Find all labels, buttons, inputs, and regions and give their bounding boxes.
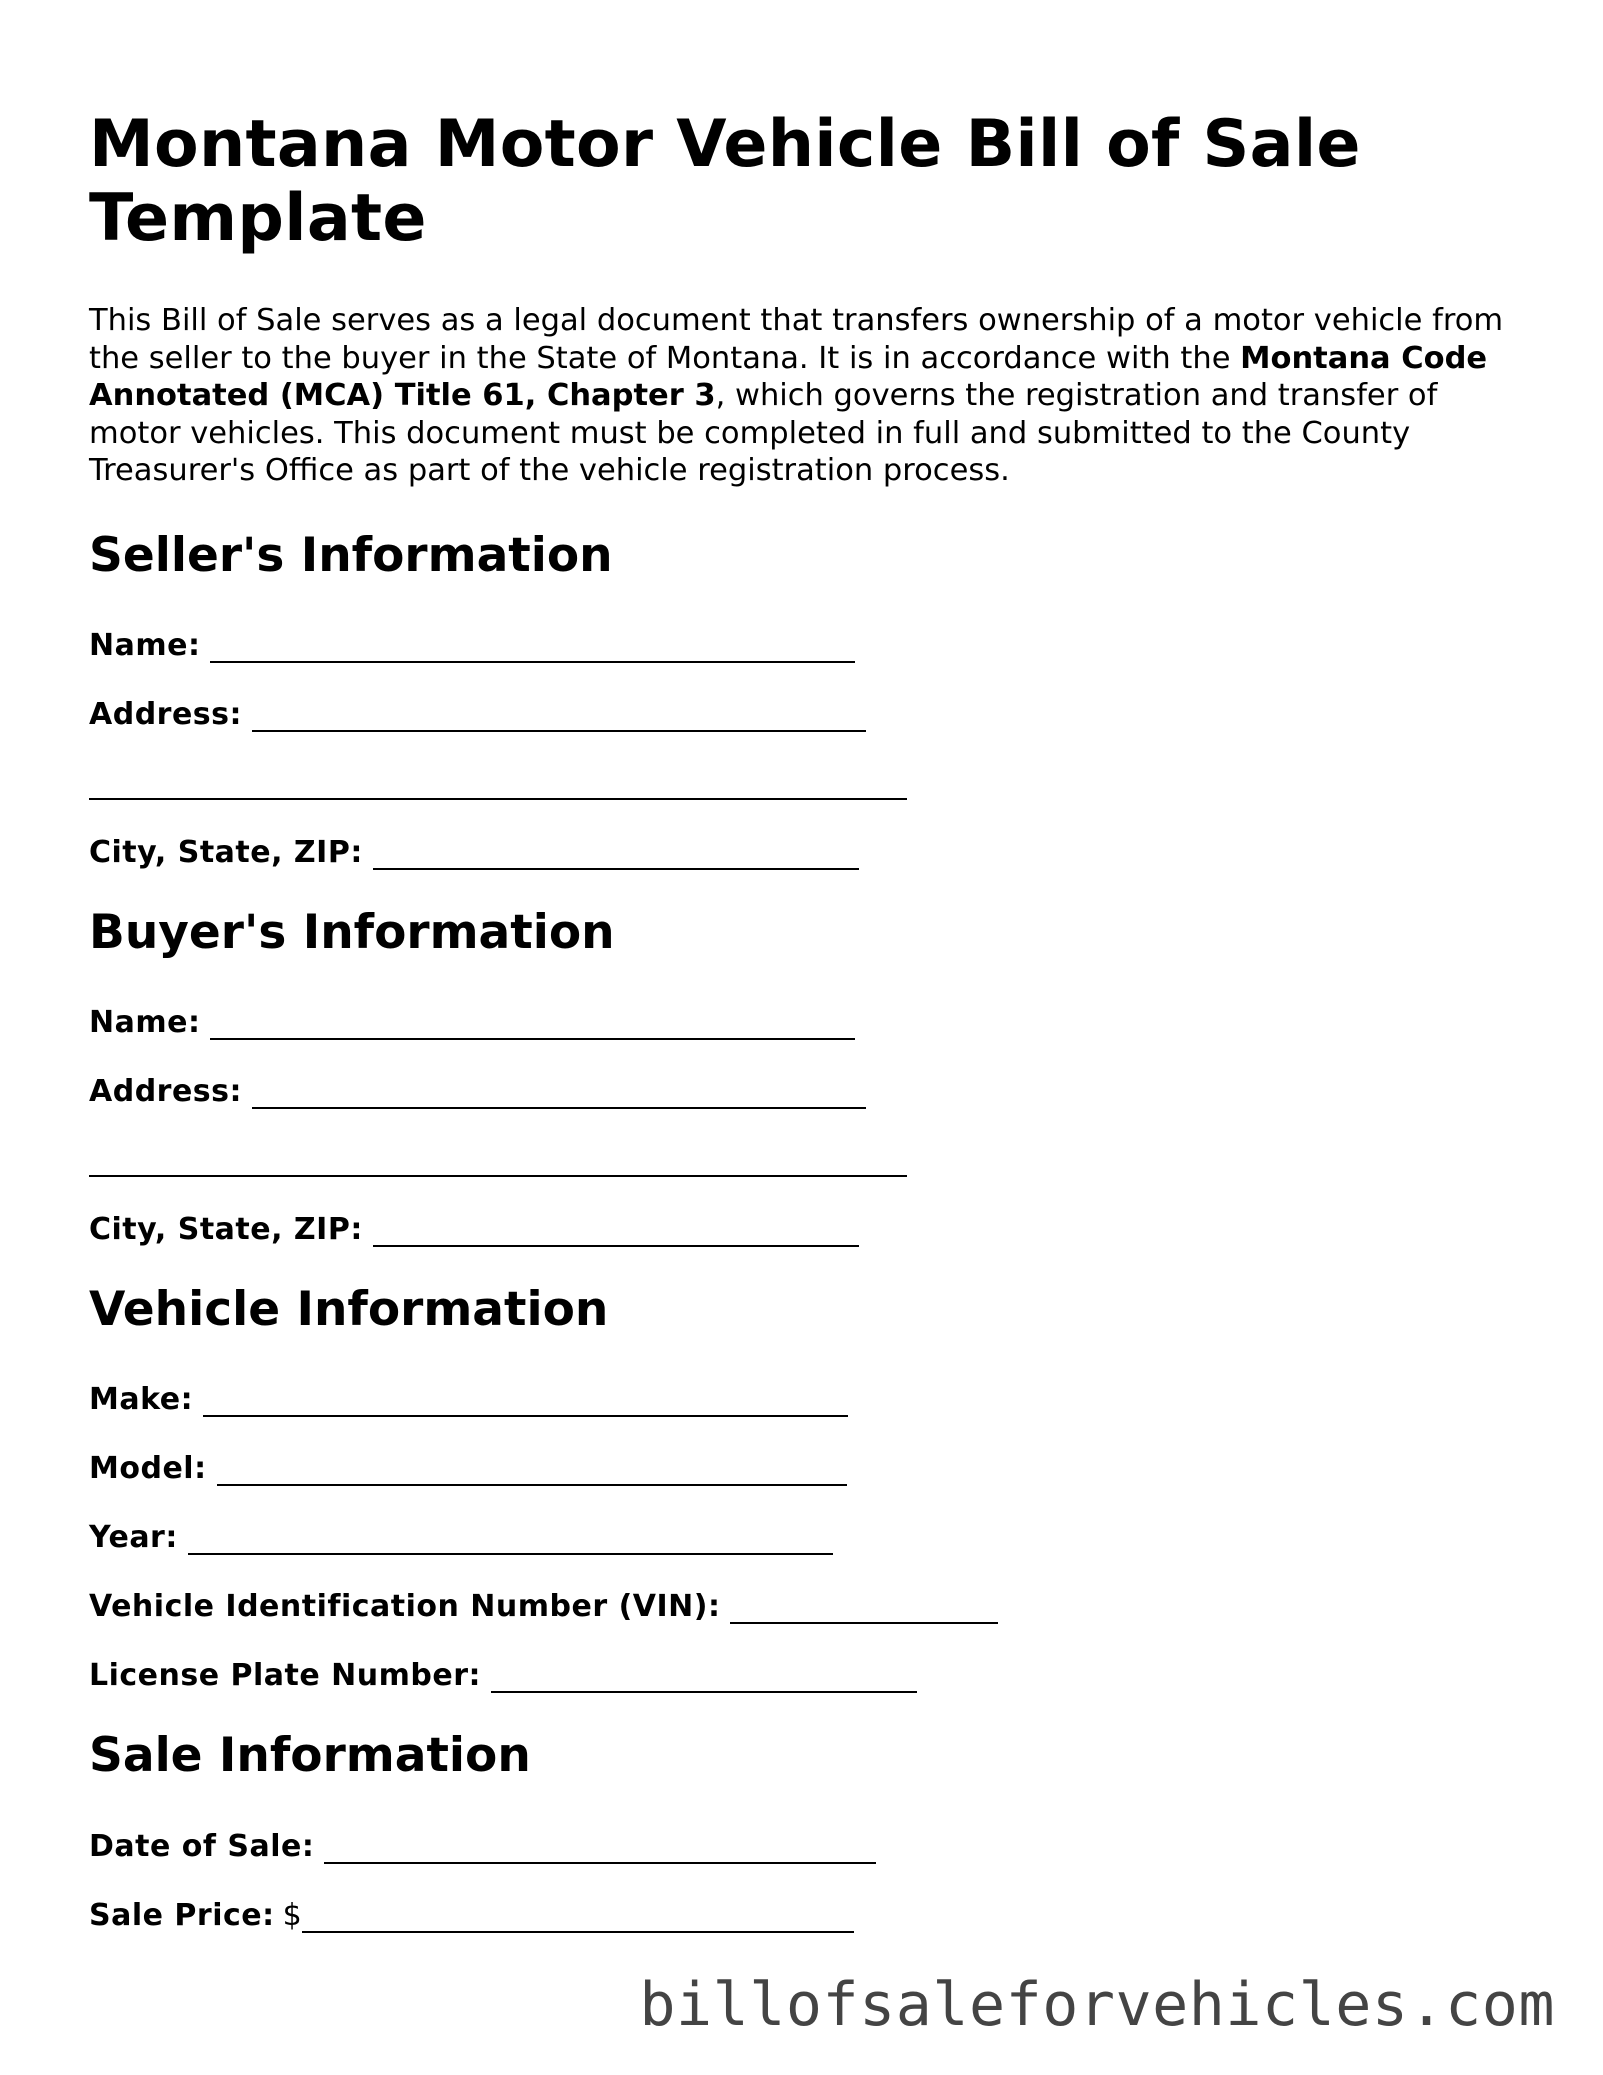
vehicle-model-input-line[interactable] [217,1454,847,1486]
seller-name-input-line[interactable] [210,631,855,663]
seller-city-input-line[interactable] [373,838,859,870]
sale-price-field [89,1898,854,1934]
vehicle-model-label: Model: [89,1451,207,1486]
sale-section-heading: Sale Information [89,1728,531,1783]
vehicle-model-field [89,1451,847,1487]
seller-section-heading: Seller's Information [89,528,613,583]
seller-name-label: Name: [89,628,201,663]
vehicle-plate-input-line[interactable] [491,1661,917,1693]
intro-text-2: , which governs the registration and transfer of motor vehicles. This document must be completed in full and submitted to the County Treasurer's Office as part of the vehicle registration process. [89,378,1438,488]
sale-date-label: Date of Sale: [89,1829,315,1864]
seller-address-input-line[interactable] [252,700,866,732]
vehicle-vin-input-line[interactable] [730,1592,998,1624]
document-title: Montana Motor Vehicle Bill of Sale Template [89,107,1361,256]
seller-address-line-2[interactable] [89,768,907,800]
buyer-city-label: City, State, ZIP: [89,1212,363,1247]
vehicle-vin-label: Vehicle Identification Number (VIN): [89,1589,721,1624]
vehicle-make-label: Make: [89,1382,194,1417]
seller-address-field [89,697,866,733]
buyer-section-heading: Buyer's Information [89,905,615,960]
buyer-address-field [89,1074,866,1110]
seller-name-field [89,628,855,664]
document-page [89,108,1529,490]
sale-date-input-line[interactable] [324,1832,876,1864]
buyer-address-input-line[interactable] [252,1077,866,1109]
site-watermark: billofsaleforvehicles.com [639,1970,1555,2040]
sale-price-currency: $ [282,1898,302,1933]
vehicle-vin-field [89,1589,998,1625]
vehicle-year-input-line[interactable] [188,1523,833,1555]
seller-city-label: City, State, ZIP: [89,835,363,870]
sale-price-label: Sale Price: [89,1898,275,1933]
vehicle-year-label: Year: [89,1520,178,1555]
buyer-city-field [89,1212,859,1248]
seller-city-field [89,835,859,871]
intro-law-reference: Montana Code Annotated (MCA) Title 61, Chapter 3 [89,340,1488,413]
vehicle-make-input-line[interactable] [203,1385,848,1417]
intro-paragraph [89,302,1529,490]
vehicle-plate-label: License Plate Number: [89,1658,482,1693]
seller-address-label: Address: [89,697,243,732]
buyer-name-label: Name: [89,1005,201,1040]
intro-text-1: This Bill of Sale serves as a legal document that transfers ownership of a motor vehicle from the seller to the buyer in the State of Montana. It is in accordance with the [89,303,1504,376]
vehicle-section-heading: Vehicle Information [89,1282,609,1337]
buyer-name-input-line[interactable] [210,1008,855,1040]
vehicle-plate-field [89,1658,917,1694]
sale-date-field [89,1829,876,1865]
vehicle-year-field [89,1520,833,1556]
buyer-name-field [89,1005,855,1041]
buyer-address-line-2[interactable] [89,1145,907,1177]
vehicle-make-field [89,1382,848,1418]
buyer-city-input-line[interactable] [373,1215,859,1247]
sale-price-input-line[interactable] [302,1901,854,1933]
buyer-address-label: Address: [89,1074,243,1109]
